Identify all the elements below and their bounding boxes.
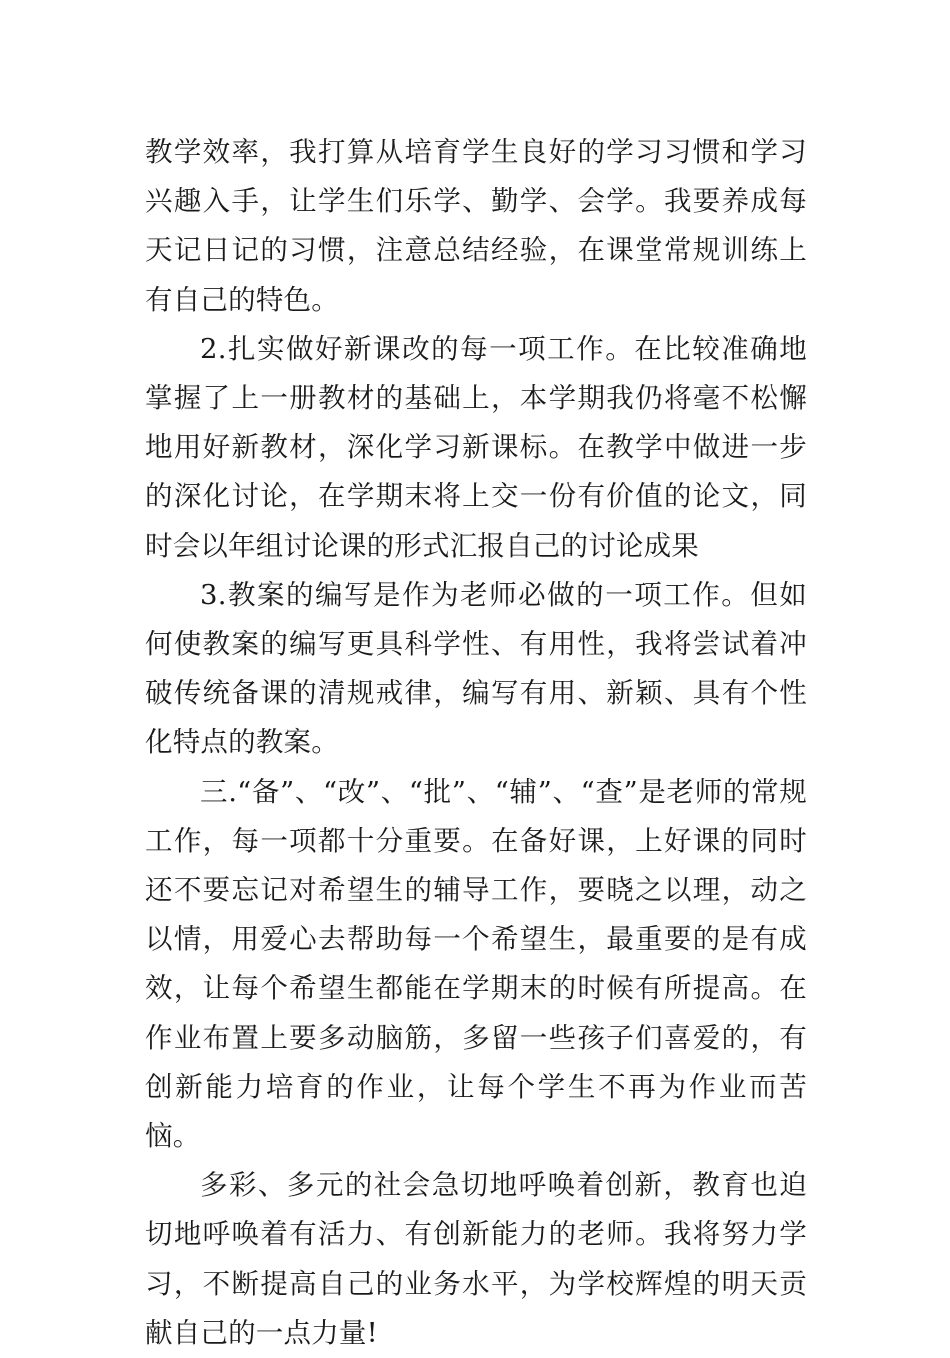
paragraph-1: 教学效率，我打算从培育学生良好的学习习惯和学习兴趣入手，让学生们乐学、勤学、会学。我要养成每天记日记的习惯，注意总结经验，在课堂常规训练上有自己的特色。 [145,136,807,316]
paragraph-3: 3.教案的编写是作为老师必做的一项工作。但如何使教案的编写更具科学性、有用性，我将尝试着冲破传统备课的清规戒律，编写有用、新颖、具有个性化特点的教案。 [145,578,807,759]
paragraph-4: 三.“备”、“改”、“批”、“辅”、“查”是老师的常规工作，每一项都十分重要。在备好课，上好课的同时还不要忘记对希望生的辅导工作，要晓之以理，动之以情，用爱心去帮助每一个希望生，最重要的是有成效，让每个希望生都能在学期末的时候有所提高。在作业布置上要多动脑筋，多留一些孩子们喜爱的，有创新能力培育的作业，让每个学生不再为作业而苦恼。 [145,775,807,1153]
document-body [145,128,807,1358]
paragraph-5: 多彩、多元的社会急切地呼唤着创新，教育也迫切地呼唤着有活力、有创新能力的老师。我将努力学习，不断提高自己的业务水平，为学校辉煌的明天贡献自己的一点力量! [145,1169,807,1349]
paragraph-2: 2.扎实做好新课改的每一项工作。在比较准确地掌握了上一册教材的基础上，本学期我仍将毫不松懈地用好新教材，深化学习新课标。在教学中做进一步的深化讨论，在学期末将上交一份有价值的论文，同时会以年组讨论课的形式汇报自己的讨论成果 [145,332,807,562]
